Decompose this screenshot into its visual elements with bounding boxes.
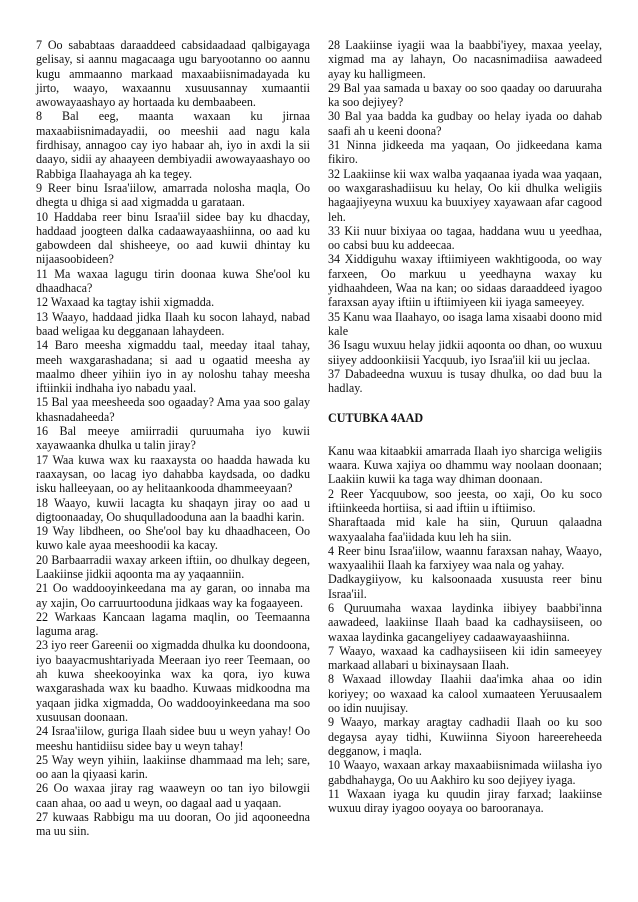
verse-paragraph: 27 kuwaas Rabbigu ma uu dooran, Oo jid aqooneedna ma uu siin. xyxy=(36,810,310,839)
left-column xyxy=(36,38,310,878)
verse-paragraph: 9 Waayo, markay aragtay cadhadii Ilaah oo ku soo degaysa ayay tidhi, Kuwiinna Siyoon hareereheeda degganow, i maqla. xyxy=(328,715,602,758)
verse-paragraph: 33 Kii nuur bixiyaa oo tagaa, haddana wuu u yeedhaa, oo cabsi buu ku addeecaa. xyxy=(328,223,602,253)
verse-paragraph: 23 iyo reer Gareenii oo xigmadda dhulka ku doondoona, iyo baayacmushtariyada Meeraan iyo reer Teemaan, oo ah kuwa sheekooyinka wax ka qora, iyo kuwa waxgarashada wax ku baadho. Kuwaas midkoodna ma yaqaan jidka xigmadda, Oo waddooyinkeedana ma soo xusuusan doonaan. xyxy=(36,638,310,724)
verse-paragraph: 11 Waxaan iyaga ku quudin jiray farxad; laakiinse wuxuu diray iyagoo ooyaya oo barooranaya. xyxy=(328,786,602,816)
verse-paragraph: 37 Dabadeedna wuxuu is tusay dhulka, oo dad buu la hadlay. xyxy=(328,366,602,396)
verse-paragraph: 17 Waa kuwa wax ku raaxaysta oo haadda hawada ku raaxaysan, oo lacag iyo dahabba kaydsada, oo dadku isku halleeyaan, oo ay helitaankooda dhammeeyaan? xyxy=(36,452,310,496)
verse-paragraph: 13 Waayo, haddaad jidka Ilaah ku socon lahayd, nabad baad weligaa ku degganaan lahaydeen. xyxy=(36,309,310,338)
verse-paragraph: 24 Israa'iilow, guriga Ilaah sidee buu u weyn yahay! Oo meeshu hantidiisu sidee bay u weyn tahay! xyxy=(36,724,310,753)
verse-paragraph: 26 Oo waxaa jiray rag waaweyn oo tan iyo bilowgii caan ahaa, oo aad u weyn, oo dagaal aad u yaqaan. xyxy=(36,781,310,810)
verse-paragraph: 8 Waxaad illowday Ilaahii daa'imka ahaa oo idin koriyey; oo waxaad ka calool xumaateen Yeruusaalem oo idin nuujisay. xyxy=(328,672,602,716)
verse-paragraph: 21 Oo waddooyinkeedana ma ay garan, oo innaba ma ay xajin, Oo carruurtooduna jidkaas way ka fogaayeen. xyxy=(36,581,310,610)
verse-paragraph: 10 Haddaba reer binu Israa'iil sidee bay ku dhacday, haddaad joogteen dalka cadaawayaashiinna, oo aad ku gabowdeen dal shisheeye, oo aad kuwii dhintay ku nijaasoobideen? xyxy=(36,209,310,267)
verse-paragraph: 28 Laakiinse iyagii waa la baabbi'iyey, maxaa yeelay, xigmad ma ay lahayn, Oo nacasnimadiisa aawadeed ayay ku halligmeen. xyxy=(328,38,602,81)
verse-paragraph: 19 Way libdheen, oo She'ool bay ku dhaadhaceen, Oo kuwo kale ayaa meeshoodii ka kacay. xyxy=(36,524,310,553)
chapter-heading: CUTUBKA 4AAD xyxy=(328,411,424,426)
verse-paragraph: 15 Bal yaa meesheeda soo ogaaday? Ama yaa soo galay khasnadaheeda? xyxy=(36,395,310,424)
document-page xyxy=(36,38,602,878)
verse-paragraph: 20 Barbaarradii waxay arkeen iftiin, oo dhulkay degeen, Laakiinse jidkii aqoonta ma ay yaqaanniin. xyxy=(36,552,310,581)
verse-paragraph: 25 Way weyn yihiin, laakiinse dhammaad ma leh; sare, oo aan la qiyaasi karin. xyxy=(36,752,310,782)
verse-paragraph: 34 Xiddiguhu waxay iftiimiyeen wakhtigooda, oo way farxeen, Oo markuu u yeedhayna waxay ku yidhaahdeen, Waa na kan; oo sidaas daraaddeed iyagoo faraxsan ayay iftiin u iftiimiyeen kii iyaga sameeyey. xyxy=(328,252,602,310)
verse-paragraph: 31 Ninna jidkeeda ma yaqaan, Oo jidkeedana kama fikiro. xyxy=(328,138,602,167)
verse-paragraph: 9 Reer binu Israa'iilow, amarrada nolosha maqla, Oo dhegta u dhiga si aad xigmadda u garataan. xyxy=(36,180,310,210)
verse-paragraph: 10 Waayo, waxaan arkay maxaabiisnimada wiilasha iyo gabdhahayga, Oo uu Aakhiro ku soo dejiyey iyaga. xyxy=(328,758,602,787)
verse-paragraph: 16 Bal meeye amiirradii quruumaha iyo kuwii xayawaanka dhulka u talin jiray? xyxy=(36,424,310,453)
verse-paragraph: 35 Kanu waa Ilaahayo, oo isaga lama xisaabi doono mid kale xyxy=(328,309,602,338)
verse-paragraph: 22 Warkaas Kancaan lagama maqlin, oo Teemaanna laguma arag. xyxy=(36,609,310,639)
verse-paragraph: 7 Waayo, waxaad ka cadhaysiiseen kii idin sameeyey markaad allabari u bixinaysaan Ilaah. xyxy=(328,643,602,673)
right-column xyxy=(328,38,602,878)
verse-paragraph: 36 Isagu wuxuu helay jidkii aqoonta oo dhan, oo wuxuu siiyey addoonkiisii Yacquub, iyo Israa'iil kii uu jeclaa. xyxy=(328,338,602,367)
verse-paragraph: 6 Quruumaha waxaa laydinka iibiyey baabbi'inna aawadeed, laakiinse Ilaah baad ka cadhaysiiseen, oo waxaa laydinka gacangeliyey cadaawayaashiinna. xyxy=(328,600,602,644)
verse-paragraph: 12 Waxaad ka tagtay ishii xigmadda. xyxy=(36,295,215,310)
verse-paragraph: 32 Laakiinse kii wax walba yaqaanaa iyada waa yaqaan, oo waxgarashadiisuu ku helay, Oo kii dhulka weligiis hagaajiyeyna wuxuu ka buuxiyey xayawaan afar cagood leh. xyxy=(328,166,602,224)
verse-paragraph: 8 Bal eeg, maanta waxaan ku jirnaa maxaabiisnimadayadii, oo meeshii aad nagu kala firdhisay, annagoo cay iyo habaar ah, iyo in axdi la sii daayo, sidii ay ahaayeen dembiyadii awowayaashayo oo Rabbiga Ilaahayaga ah ka tegey. xyxy=(36,109,310,181)
verse-paragraph: 2 Reer Yacquubow, soo jeesta, oo xaji, Oo ku soco iftiinkeeda hortiisa, si aad iftiin u iftiimiso. xyxy=(328,486,602,515)
verse-paragraph: 4 Reer binu Israa'iilow, waannu faraxsan nahay, Waayo, waxyaalihii Ilaah ka farxiyey waa nala og yahay. xyxy=(328,543,602,573)
verse-paragraph: Sharaftaada mid kale ha siin, Quruun qalaadna waxyaalaha faa'iidada kuu leh ha siin. xyxy=(328,515,602,544)
verse-paragraph: 11 Ma waxaa lagugu tirin doonaa kuwa She'ool ku dhaadhaca? xyxy=(36,266,310,296)
verse-paragraph: 14 Baro meesha xigmaddu taal, meeday itaal tahay, meeh waxgarashadana; si aad u ogaatid meesha ay maalmo dheer yihiin iyo in ay noloshu tahay meesha iftiinkii indhaha iyo nabadu yaal. xyxy=(36,338,310,396)
verse-paragraph: Kanu waa kitaabkii amarrada Ilaah iyo sharciga weligiis waara. Kuwa xajiya oo dhammu way noolaan doonaan; Laakiin kuwii ka taga way dhiman doonaan. xyxy=(328,443,602,487)
verse-paragraph: 29 Bal yaa samada u baxay oo soo qaaday oo daruuraha ka soo dejiyey? xyxy=(328,80,602,110)
verse-paragraph: 18 Waayo, kuwii lacagta ku shaqayn jiray oo aad u digtoonaaday, Oo shuqulladooduna aan la baadhi karin. xyxy=(36,495,310,524)
verse-paragraph: Dadkaygiiyow, ku kalsoonaada xusuusta reer binu Israa'iil. xyxy=(328,572,602,601)
verse-paragraph: 7 Oo sababtaas daraaddeed cabsidaadaad qalbigayaga gelisay, si aannu magacaaga ugu baryootanno oo aannu kugu ammaanno markaad maxaabiisnimadayada ku jirto, waayo, waxaannu xusuusannay xumaantii awowayaashayo ay hortaada ku dembaabeen. xyxy=(36,38,310,110)
verse-paragraph: 30 Bal yaa badda ka gudbay oo helay iyada oo dahab saafi ah u keeni doona? xyxy=(328,109,602,138)
